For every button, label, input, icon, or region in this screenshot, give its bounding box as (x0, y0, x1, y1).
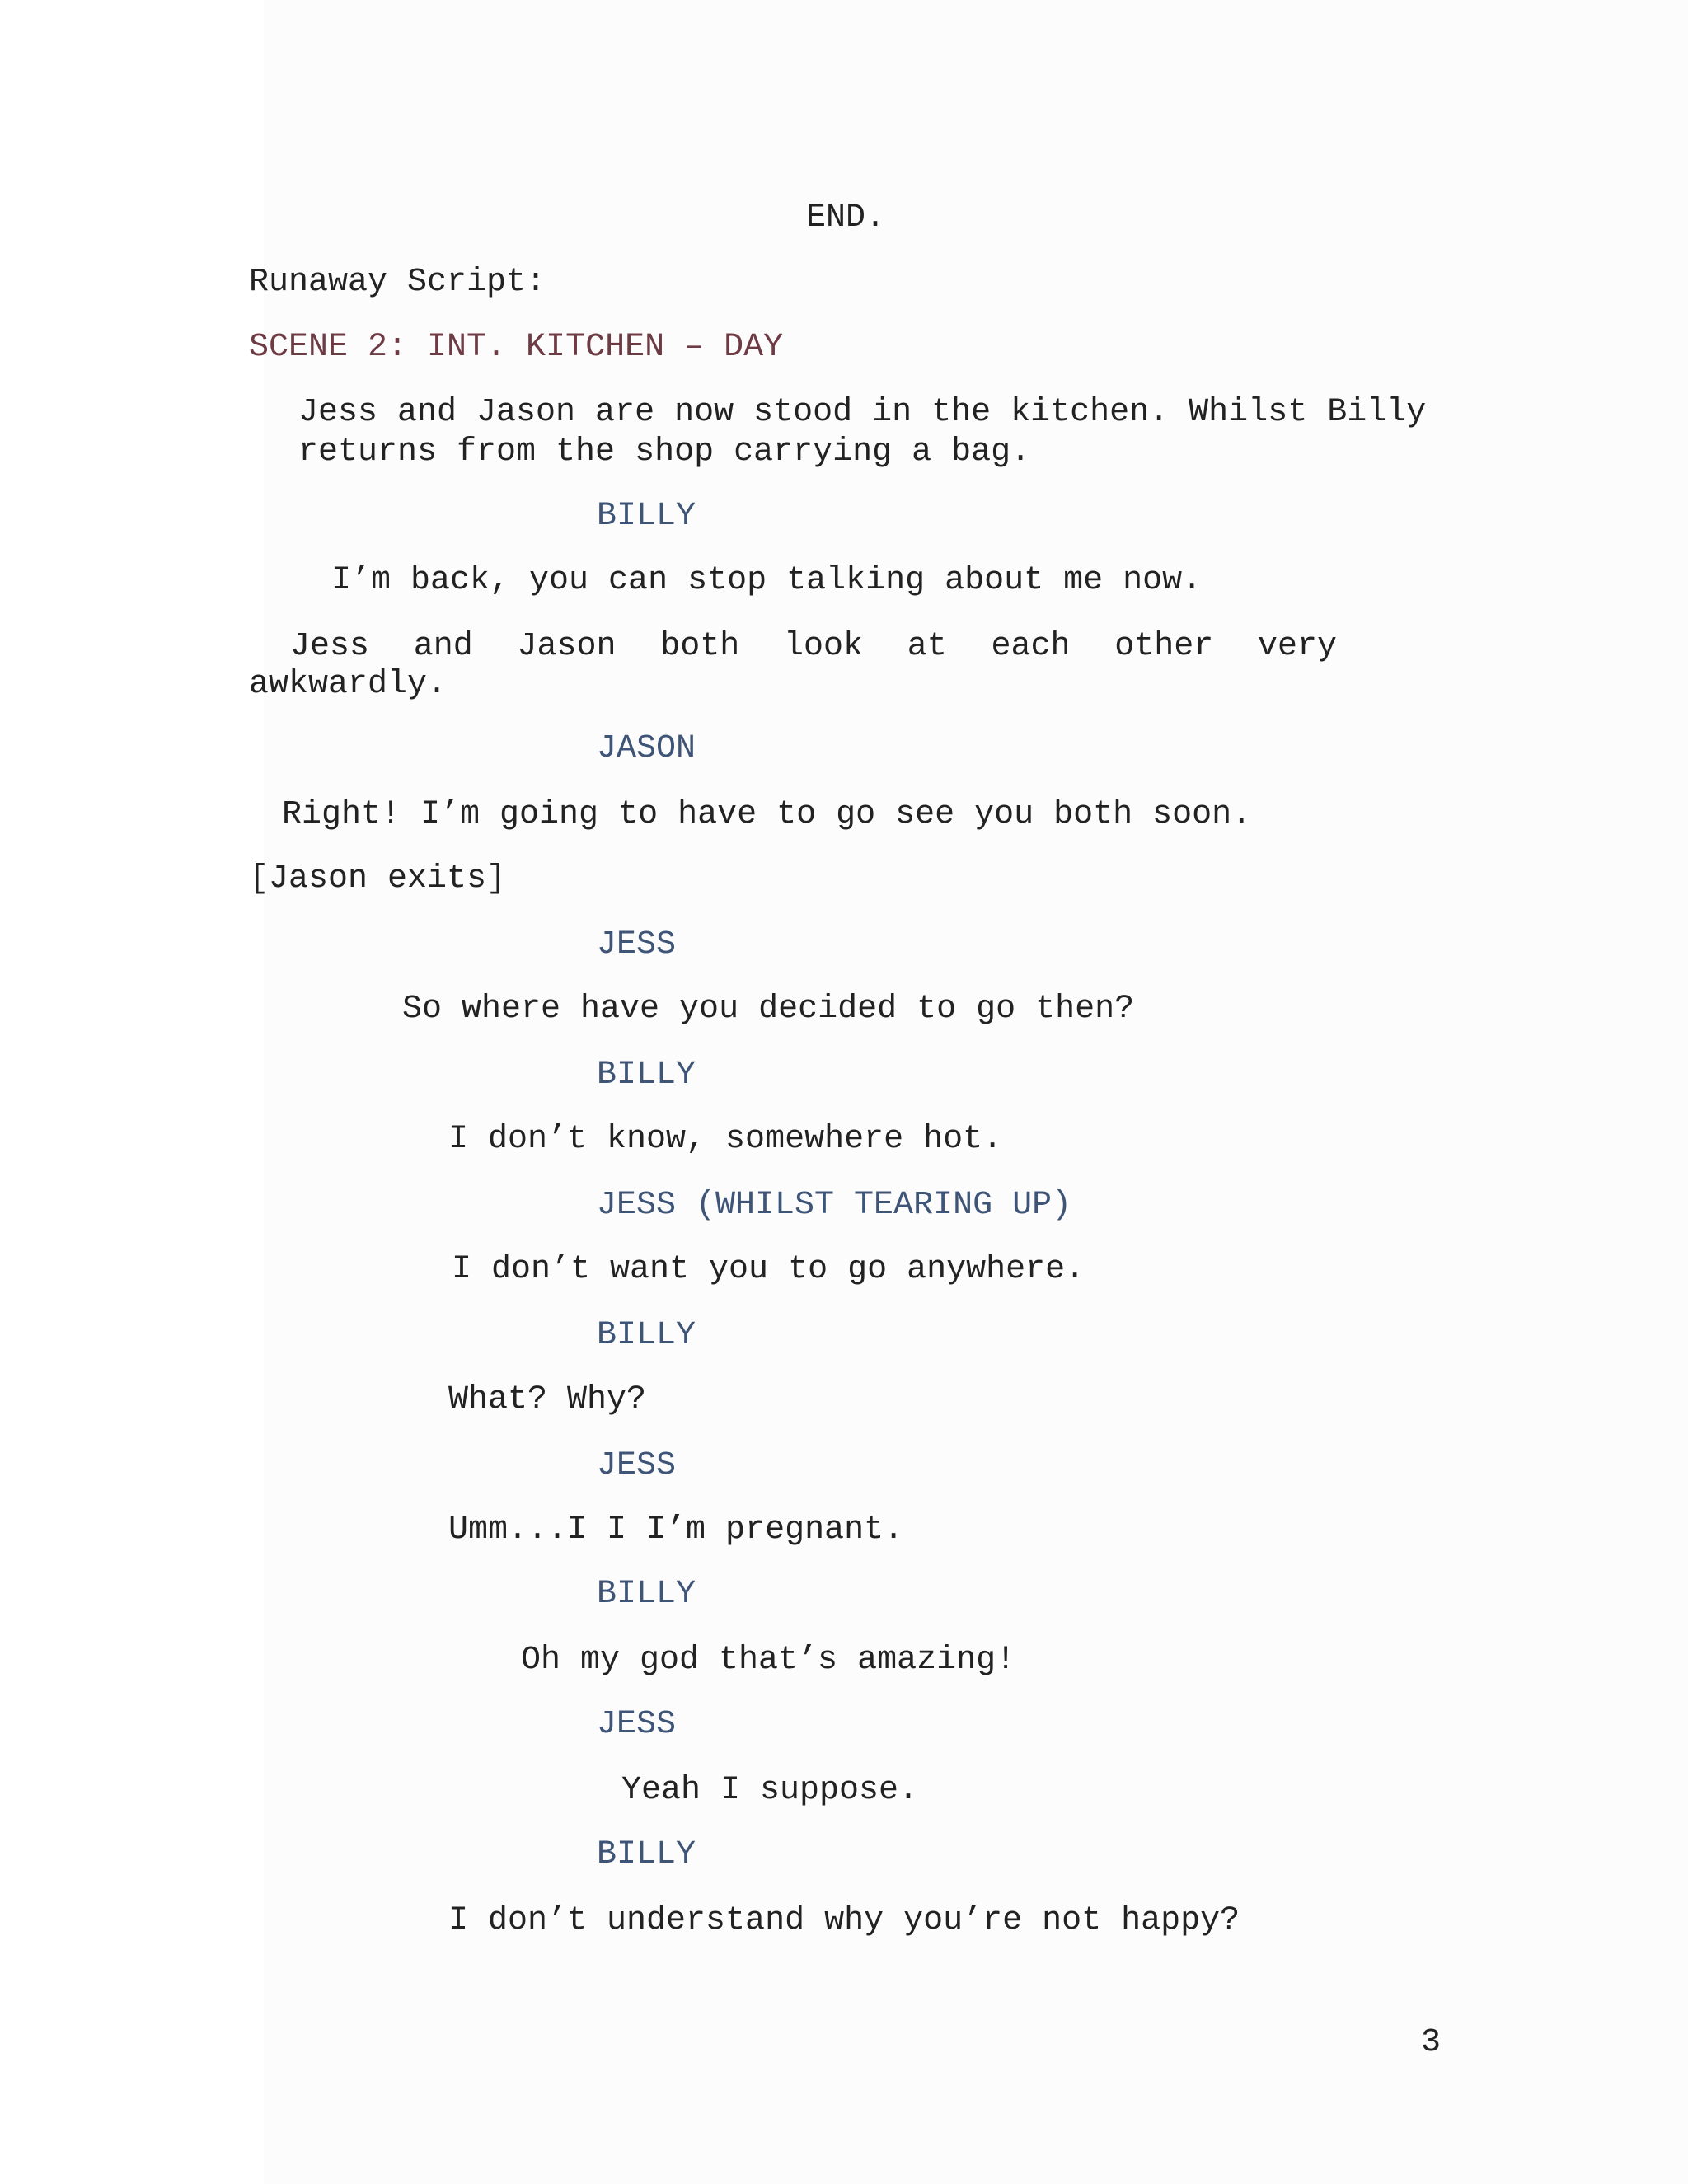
dialogue-line: I don’t understand why you’re not happy? (448, 1902, 1240, 1939)
dialogue-line: Umm...I I I’m pregnant. (448, 1511, 904, 1549)
end-marker: END. (806, 199, 886, 237)
dialogue-line: Oh my god that’s amazing! (521, 1642, 1016, 1679)
page-shading (264, 0, 1688, 2184)
dialogue-line: I’m back, you can stop talking about me now. (331, 562, 1203, 599)
dialogue-line: Yeah I suppose. (621, 1772, 919, 1809)
character-name: BILLY (597, 1057, 696, 1094)
script-title: Runaway Script: (249, 264, 546, 301)
action-line-1b: returns from the shop carrying a bag. (298, 434, 1031, 471)
dialogue-line: What? Why? (448, 1381, 647, 1418)
character-name: BILLY (597, 1836, 696, 1873)
dialogue-line: Right! I’m going to have to go see you both soon. (282, 796, 1252, 833)
character-name: JASON (597, 730, 696, 767)
character-name: BILLY (597, 498, 696, 535)
scene-heading: SCENE 2: INT. KITCHEN – DAY (249, 329, 784, 366)
character-name: JESS (WHILST TEARING UP) (597, 1187, 1072, 1224)
action-line-1: Jess and Jason are now stood in the kitchen. Whilst Billy (298, 394, 1427, 431)
character-name: BILLY (597, 1317, 696, 1354)
character-name: JESS (597, 1447, 677, 1484)
dialogue-line: So where have you decided to go then? (402, 991, 1135, 1028)
action-line-2b: awkwardly. (249, 666, 448, 703)
dialogue-line: I don’t know, somewhere hot. (448, 1121, 1003, 1158)
stage-direction: [Jason exits] (249, 860, 507, 898)
character-name: JESS (597, 1706, 677, 1743)
character-name: JESS (597, 926, 677, 963)
page-number: 3 (1421, 2024, 1442, 2061)
dialogue-line: I don’t want you to go anywhere. (452, 1251, 1085, 1288)
action-line-2: Jess and Jason both look at each other very (290, 628, 1337, 665)
character-name: BILLY (597, 1576, 696, 1613)
